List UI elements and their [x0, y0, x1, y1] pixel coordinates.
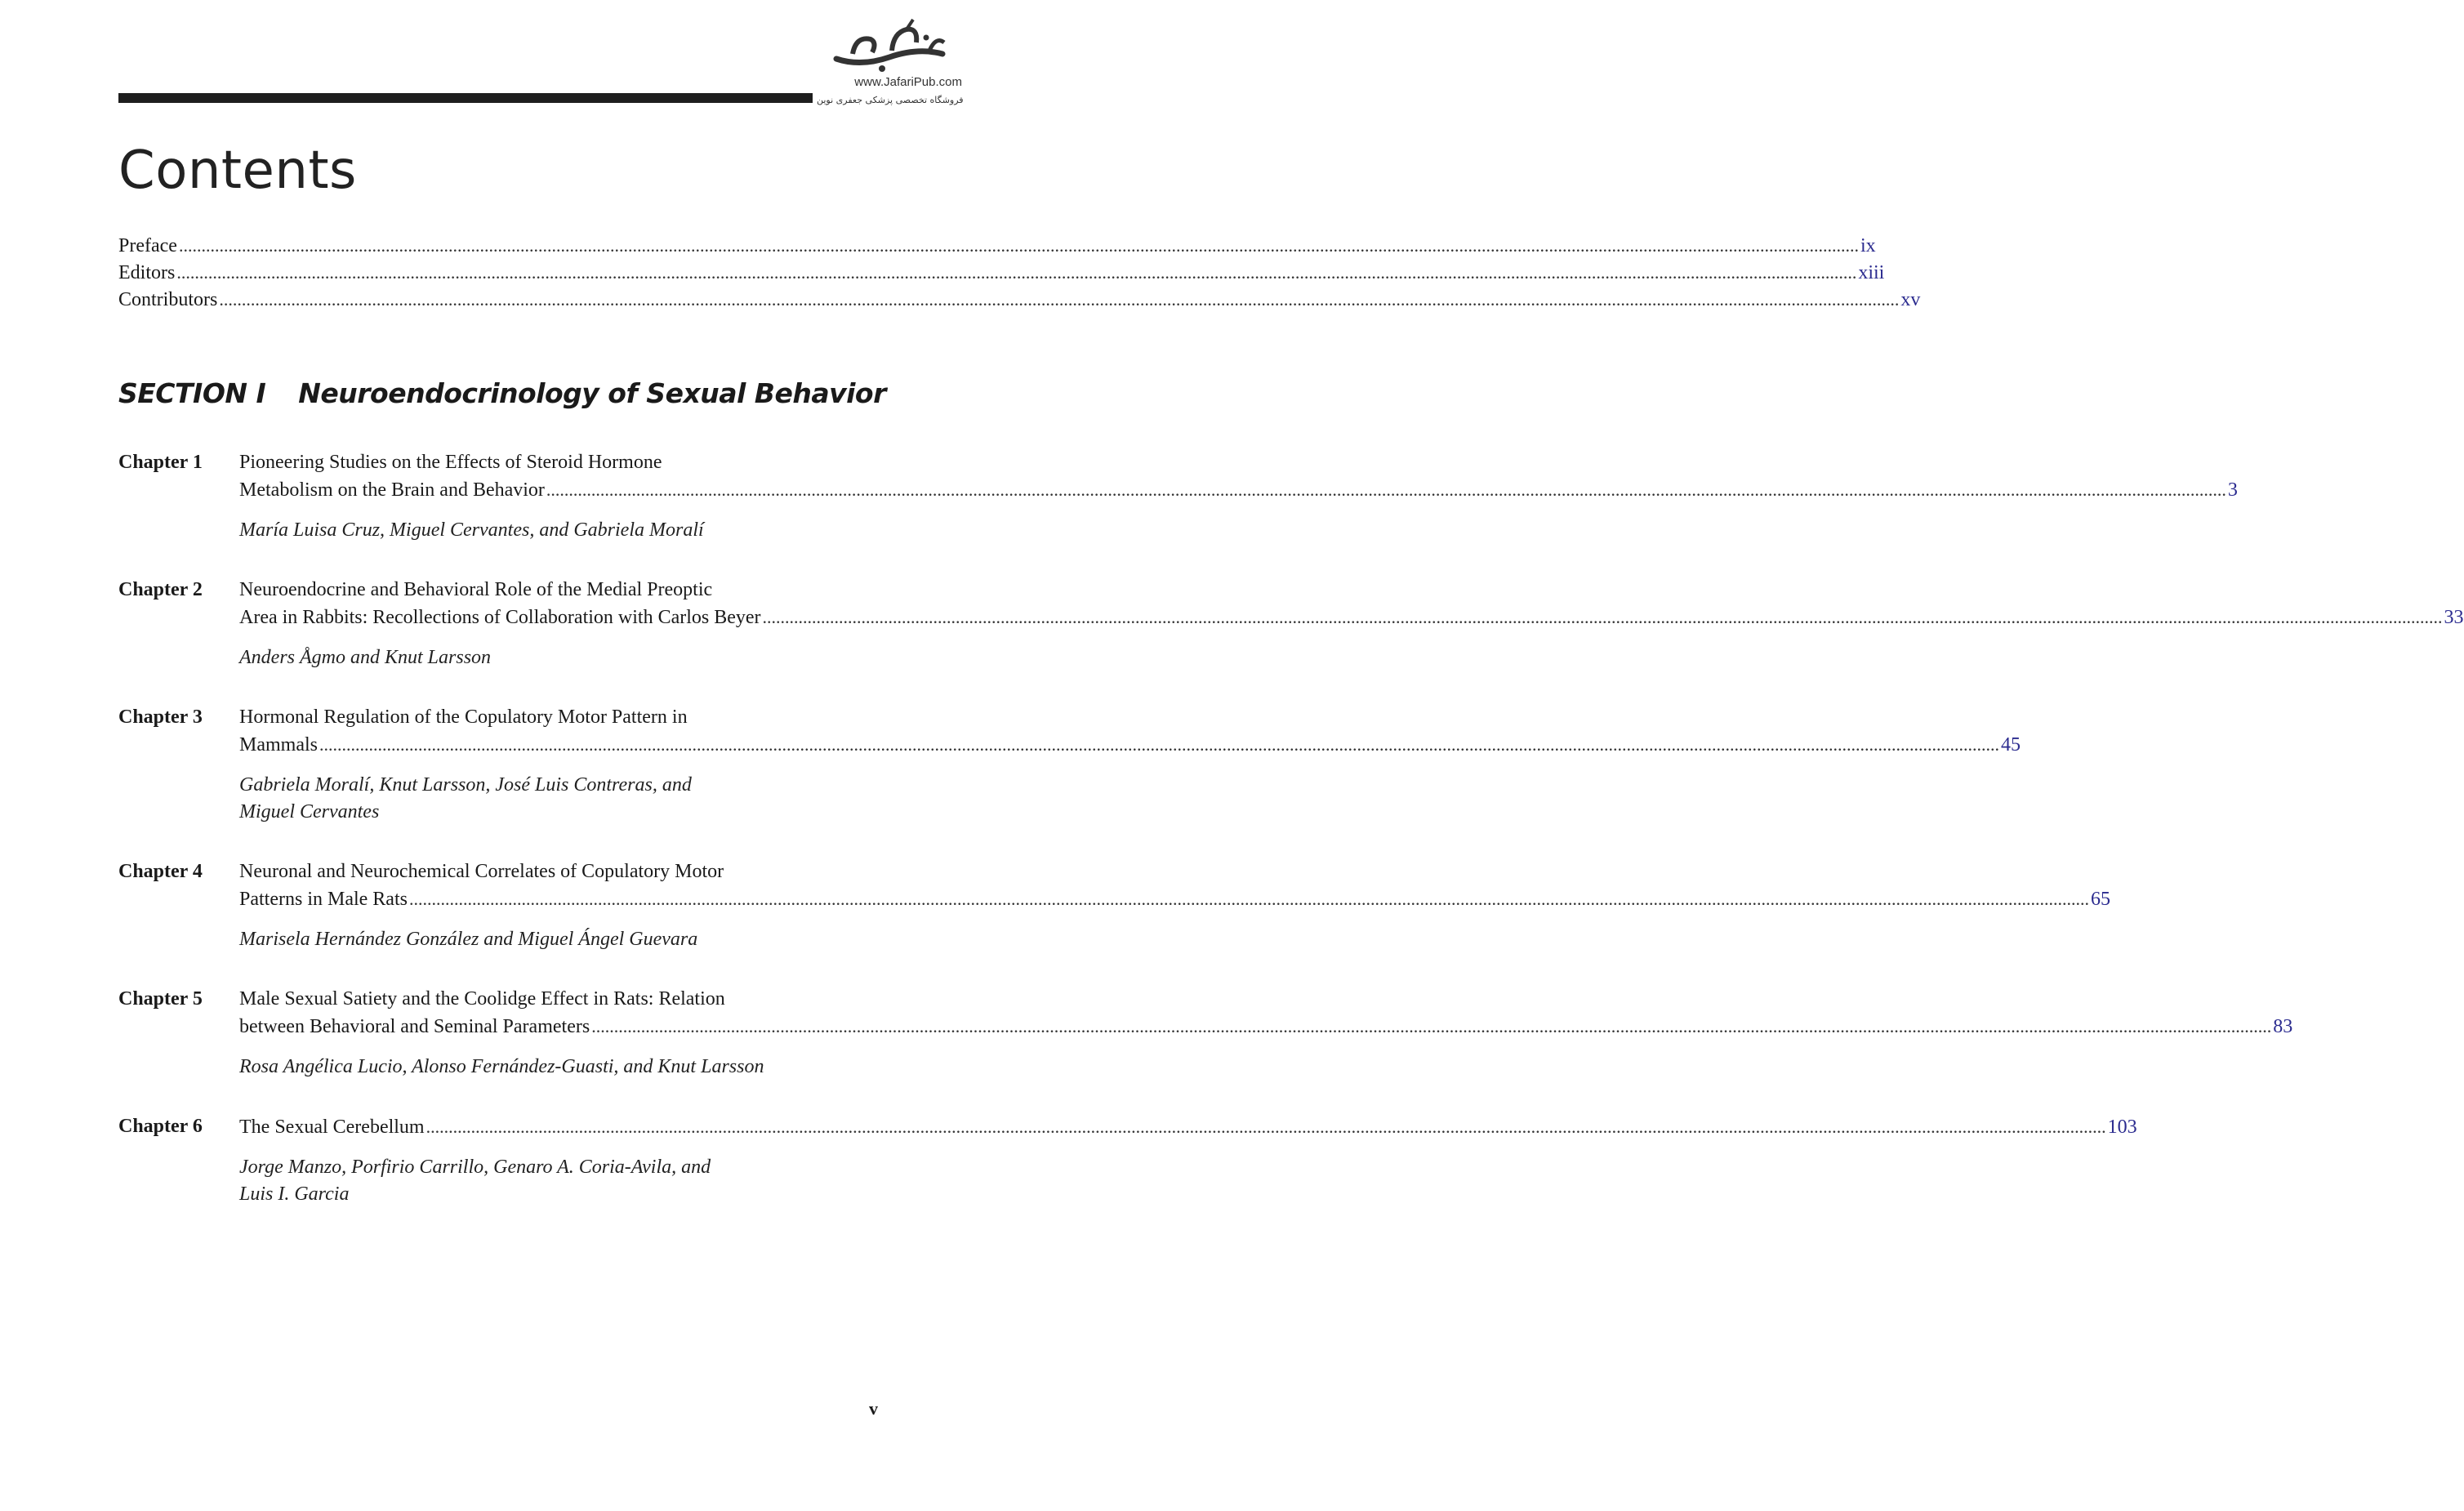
dot-leader: [591, 1013, 2271, 1040]
chapter-body: [239, 449, 2238, 544]
front-matter-list: [118, 235, 1921, 316]
chapter-title-line: between Behavioral and Seminal Parameters: [239, 1016, 590, 1037]
dot-leader: [426, 1113, 2106, 1140]
author-line: María Luisa Cruz, Miguel Cervantes, and Gabriela Moralí: [239, 519, 704, 541]
author-line: Miguel Cervantes: [239, 801, 380, 822]
author-line: Rosa Angélica Lucio, Alonso Fernández-Guasti, and Knut Larsson: [239, 1056, 764, 1077]
chapter-authors: [239, 644, 2464, 671]
chapter-page-link[interactable]: 45: [2001, 734, 2021, 756]
dot-leader: [763, 604, 2443, 631]
author-line: Anders Ågmo and Knut Larsson: [239, 647, 492, 668]
author-line: Gabriela Moralí, Knut Larsson, José Luis Contreras, and: [239, 774, 692, 796]
dot-leader: [546, 476, 2226, 503]
page-title: Contents: [118, 140, 357, 201]
dot-leader: [319, 731, 1999, 758]
chapter-entry[interactable]: [118, 1113, 2137, 1208]
chapter-page-link[interactable]: 103: [2107, 1117, 2137, 1138]
chapter-title-last-line: [239, 1113, 2137, 1141]
chapter-body: [239, 858, 2110, 953]
chapter-entry[interactable]: [118, 704, 2021, 826]
chapter-page-link[interactable]: 83: [2273, 1016, 2293, 1037]
chapter-body: [239, 704, 2021, 826]
chapter-title-last-line: [239, 604, 2464, 631]
chapter-label: Chapter 4: [118, 861, 203, 882]
chapter-list: [118, 449, 2464, 1241]
chapter-body: [239, 1113, 2137, 1208]
chapter-title-line: Mammals: [239, 734, 318, 756]
chapter-entry[interactable]: [118, 858, 2110, 953]
chapter-body: [239, 577, 2464, 671]
toc-entry-contributors[interactable]: [118, 289, 1921, 316]
chapter-entry[interactable]: [118, 986, 2293, 1081]
chapter-page-link[interactable]: 65: [2090, 889, 2110, 910]
chapter-body: [239, 986, 2292, 1081]
chapter-title-line: Pioneering Studies on the Effects of Steroid Hormone: [239, 452, 662, 473]
chapter-title-line: Hormonal Regulation of the Copulatory Motor Pattern in: [239, 706, 688, 728]
chapter-title-last-line: [239, 476, 2238, 504]
chapter-authors: [239, 517, 2238, 544]
toc-entry-label: Editors: [118, 262, 176, 283]
publisher-watermark-logo: [817, 18, 980, 108]
watermark-tagline: فروشگاه تخصصی پزشکی جعفری نوین: [817, 95, 964, 105]
section-title: Neuroendocrinology of Sexual Behavior: [298, 377, 886, 409]
toc-entry-editors[interactable]: [118, 262, 1885, 289]
section-label: SECTION I: [118, 377, 266, 409]
chapter-entry[interactable]: [118, 577, 2464, 671]
chapter-title-line: Patterns in Male Rats: [239, 889, 408, 910]
chapter-title-line: The Sexual Cerebellum: [239, 1117, 425, 1138]
chapter-label: Chapter 3: [118, 706, 203, 728]
chapter-label: Chapter 6: [118, 1116, 203, 1137]
chapter-authors: [239, 772, 2021, 826]
dot-leader: [219, 289, 1899, 310]
dot-leader: [176, 262, 1856, 283]
chapter-title-line: Neuronal and Neurochemical Correlates of Copulatory Motor: [239, 861, 724, 882]
chapter-title-last-line: [239, 1013, 2292, 1041]
chapter-title-last-line: [239, 731, 2021, 759]
toc-page-link[interactable]: xv: [1900, 289, 1921, 310]
section-heading: [118, 377, 886, 409]
chapter-page-link[interactable]: 3: [2227, 479, 2238, 501]
chapter-page-link[interactable]: 33: [2444, 607, 2464, 628]
chapter-authors: [239, 1054, 2292, 1081]
page-number: v: [869, 1398, 878, 1419]
chapter-title-line: Metabolism on the Brain and Behavior: [239, 479, 545, 501]
chapter-title-line: Neuroendocrine and Behavioral Role of the Medial Preoptic: [239, 579, 713, 600]
author-line: Marisela Hernández González and Miguel Ángel Guevara: [239, 929, 698, 950]
dot-leader: [409, 885, 2089, 912]
chapter-authors: [239, 1154, 2137, 1208]
author-line: Luis I. Garcia: [239, 1183, 350, 1205]
watermark-url: www.JafariPub.com: [854, 75, 962, 89]
chapter-label: Chapter 2: [118, 579, 203, 600]
chapter-label: Chapter 1: [118, 452, 203, 473]
chapter-entry[interactable]: [118, 449, 2238, 544]
chapter-authors: [239, 926, 2110, 953]
author-line: Jorge Manzo, Porfirio Carrillo, Genaro A. Coria-Avila, and: [239, 1157, 711, 1178]
toc-page-link[interactable]: xiii: [1858, 262, 1885, 283]
dot-leader: [179, 235, 1859, 256]
chapter-label: Chapter 5: [118, 988, 203, 1010]
chapter-title-line: Area in Rabbits: Recollections of Collaboration with Carlos Beyer: [239, 607, 761, 628]
toc-page-link[interactable]: ix: [1860, 235, 1876, 256]
toc-entry-label: Preface: [118, 235, 177, 256]
toc-entry-preface[interactable]: [118, 235, 1876, 262]
chapter-title-line: Male Sexual Satiety and the Coolidge Effect in Rats: Relation: [239, 988, 725, 1010]
top-rule: [118, 93, 813, 103]
chapter-title-last-line: [239, 885, 2110, 913]
toc-entry-label: Contributors: [118, 289, 218, 310]
calligraphy-logo-icon: [828, 18, 951, 74]
